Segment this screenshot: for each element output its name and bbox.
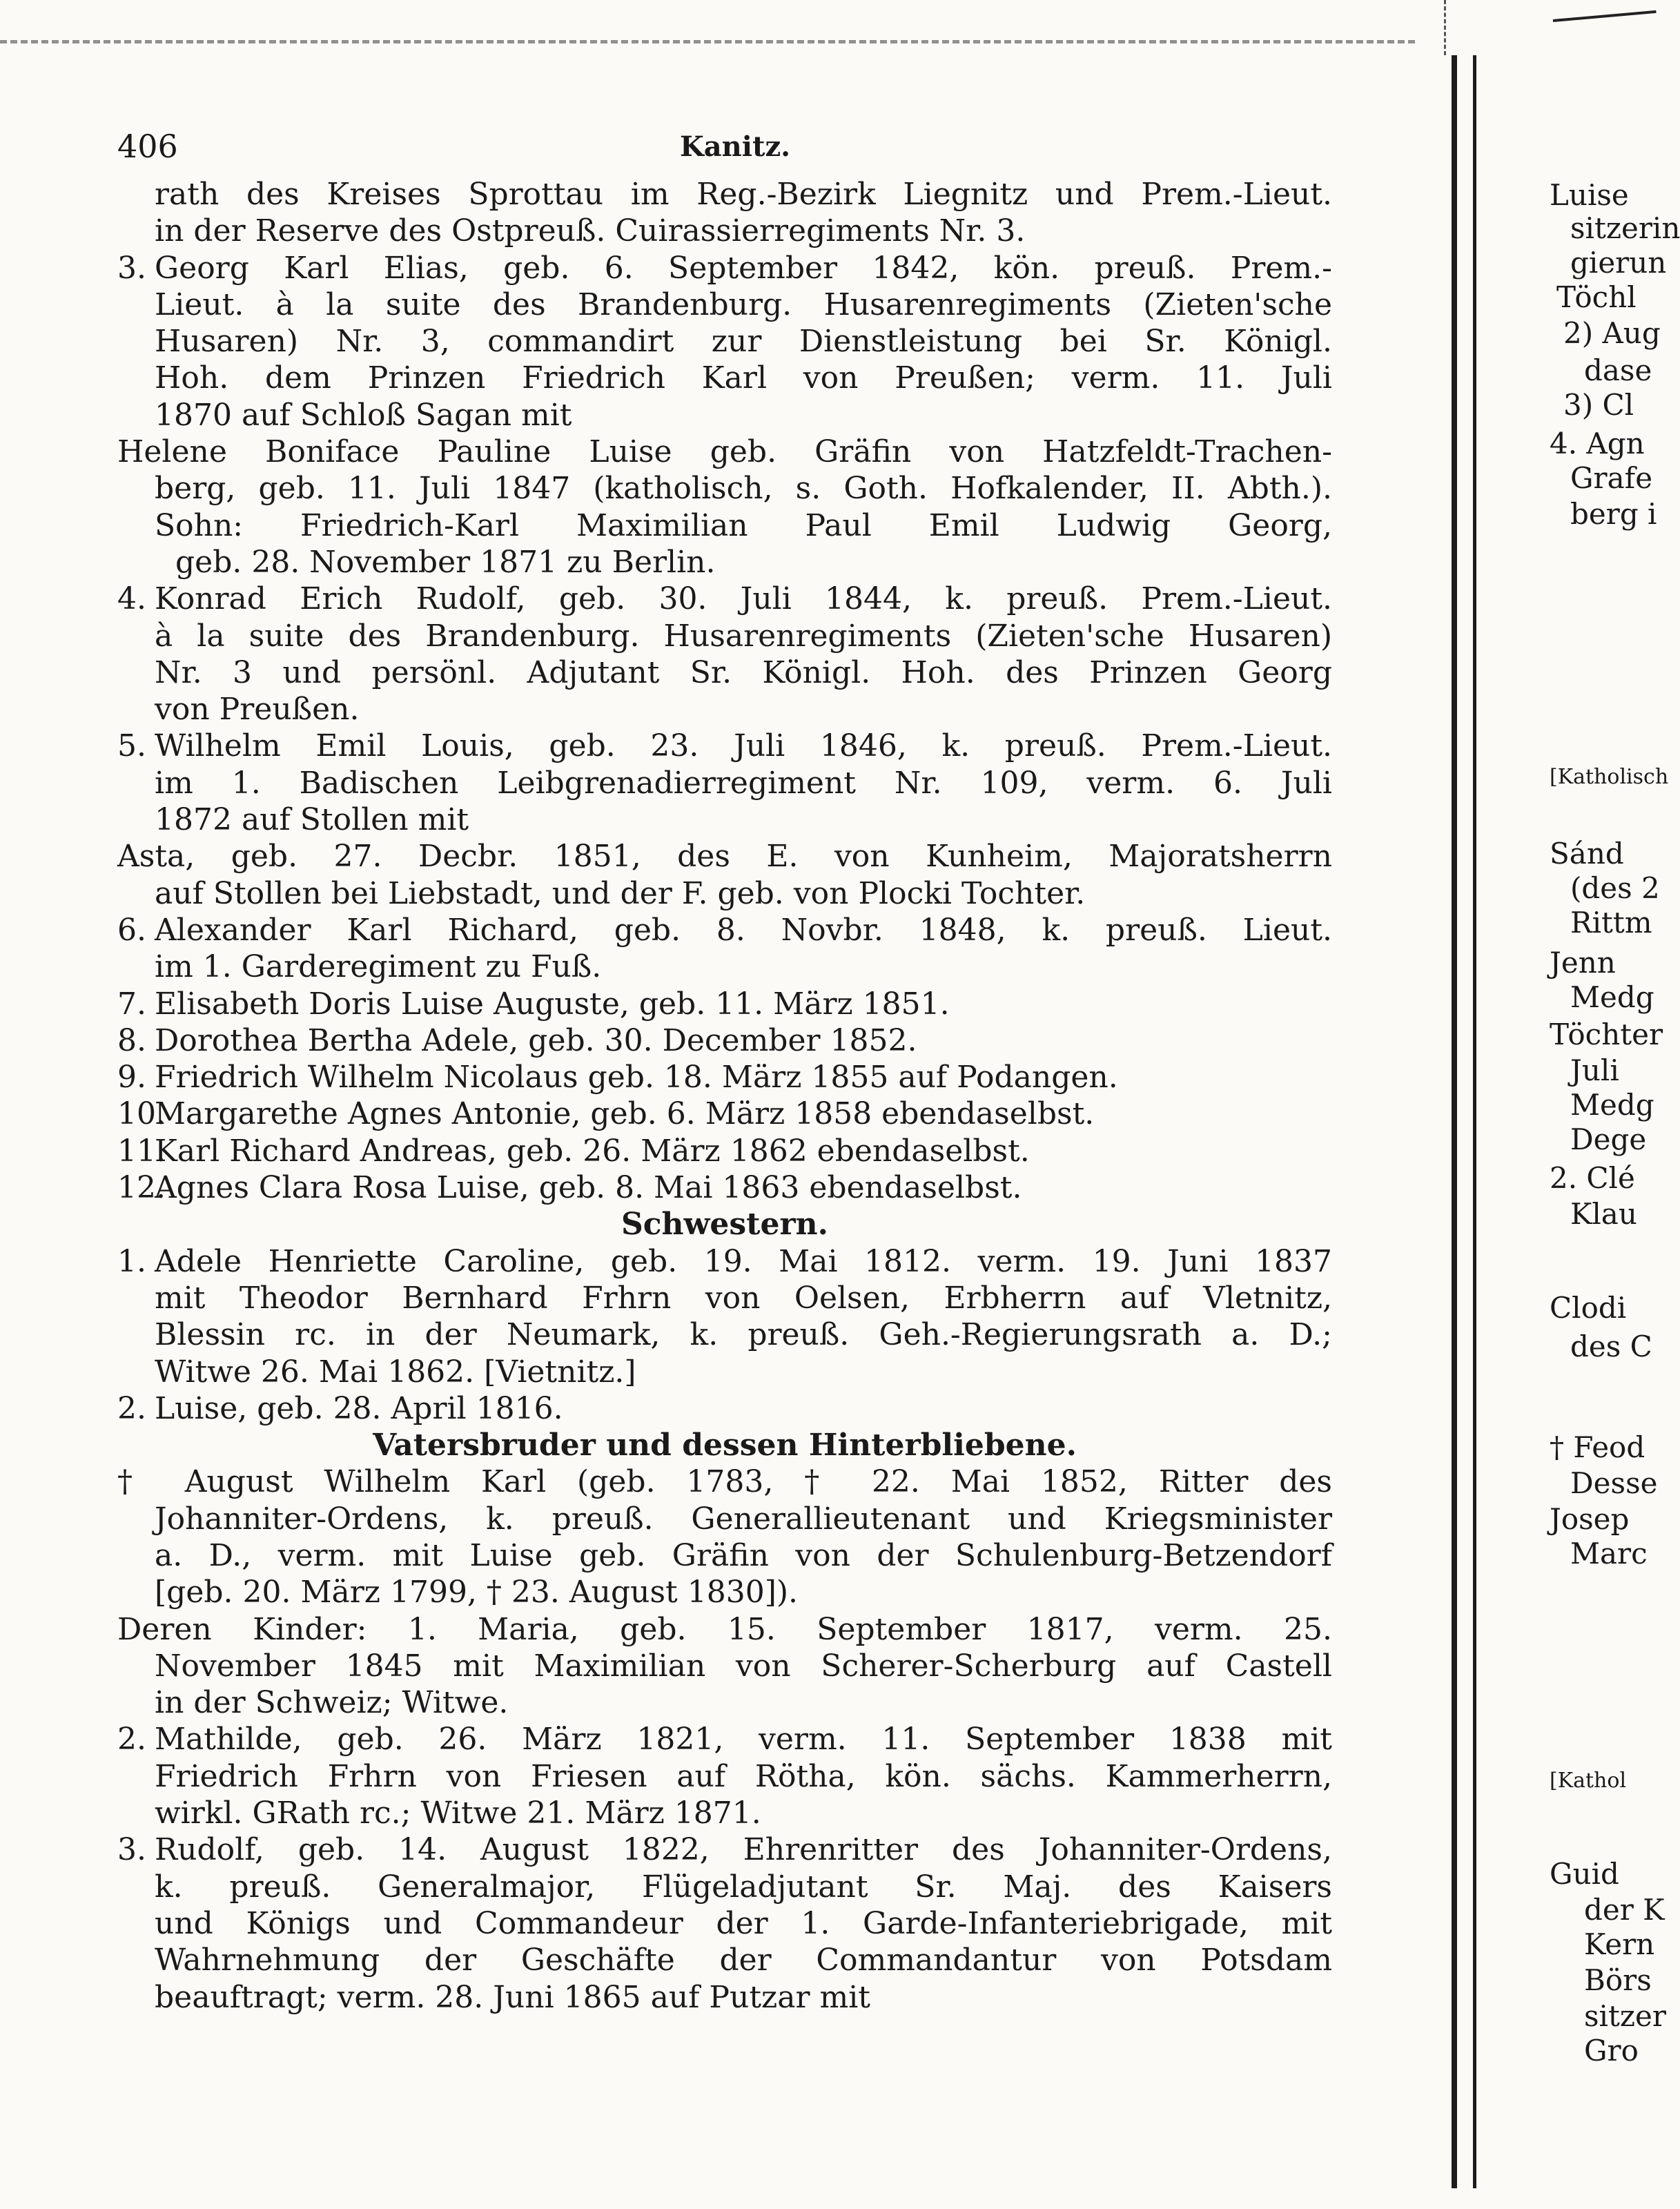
line-text: Blessin rc. in der Neumark, k. preuß. Geh.-Regierungsrath a. D.; bbox=[155, 1317, 1332, 1353]
line-text: Johanniter-Ordens, k. preuß. Generallieutenant und Kriegsminister bbox=[155, 1501, 1332, 1537]
facing-page-fragment-line: Medg bbox=[1570, 980, 1654, 1014]
line-text: Husaren) Nr. 3, commandirt zur Dienstleistung bei Sr. Königl. bbox=[155, 324, 1332, 360]
facing-page-fragment-line: Töchter bbox=[1550, 1018, 1663, 1051]
text-line bbox=[117, 1501, 1332, 1537]
entry-number: 3. bbox=[117, 1832, 146, 1868]
facing-page-fragment-line: Medg bbox=[1570, 1088, 1654, 1122]
line-text: † August Wilhelm Karl (geb. 1783, † 22. Mai 1852, Ritter des bbox=[117, 1464, 1332, 1500]
facing-page-fragment-line: [Kathol bbox=[1550, 1769, 1627, 1793]
text-line bbox=[117, 1133, 1332, 1169]
text-line bbox=[117, 213, 1332, 249]
facing-page-fragment-line: Guid bbox=[1550, 1857, 1619, 1891]
line-text: Konrad Erich Rudolf, geb. 30. Juli 1844, k. preuß. Prem.-Lieut. bbox=[155, 581, 1332, 617]
text-line bbox=[117, 507, 1332, 544]
gutter-rule bbox=[1452, 55, 1457, 2188]
line-text: auf Stollen bei Liebstadt, und der F. geb. von Plocki Tochter. bbox=[155, 875, 1086, 911]
facing-page-fragment-line: Josep bbox=[1550, 1502, 1630, 1536]
entry-number: 3. bbox=[117, 250, 146, 286]
line-text: geb. 28. November 1871 zu Berlin. bbox=[175, 544, 716, 580]
line-text: Wilhelm Emil Louis, geb. 23. Juli 1846, k. preuß. Prem.-Lieut. bbox=[155, 728, 1332, 764]
entry-number: 7. bbox=[117, 986, 146, 1022]
line-text: Wahrnehmung der Geschäfte der Commandantur von Potsdam bbox=[155, 1943, 1332, 1978]
text-line bbox=[117, 1758, 1332, 1795]
line-text: Asta, geb. 27. Decbr. 1851, des E. von Kunheim, Majoratsherrn bbox=[117, 839, 1332, 875]
running-head: Kanitz. bbox=[680, 130, 791, 163]
facing-page-fragment-line: Grafe bbox=[1570, 461, 1653, 495]
facing-page-fragment-line: Gro bbox=[1584, 2034, 1639, 2067]
line-text: Sohn: Friedrich-Karl Maximilian Paul Emil Ludwig Georg, bbox=[155, 507, 1332, 543]
entry-number: 2. bbox=[117, 1722, 146, 1758]
line-text: im 1. Garderegiment zu Fuß. bbox=[155, 949, 602, 985]
page-number: 406 bbox=[117, 128, 178, 165]
entry-number: 4. bbox=[117, 581, 146, 617]
text-line bbox=[117, 654, 1332, 691]
text-line bbox=[117, 397, 1332, 434]
facing-page-fragment-line: Sánd bbox=[1550, 837, 1624, 870]
text-line bbox=[117, 801, 1332, 838]
facing-page-fragment-line: [Katholisch bbox=[1550, 765, 1669, 789]
facing-page-fragment-line: Kern bbox=[1584, 1927, 1655, 1961]
entry-number: 12. bbox=[117, 1170, 166, 1206]
text-line bbox=[117, 1979, 1332, 2016]
text-line bbox=[117, 1390, 1332, 1427]
line-text: Vatersbruder und dessen Hinterbliebene. bbox=[373, 1428, 1077, 1463]
line-text: Alexander Karl Richard, geb. 8. Novbr. 1848, k. preuß. Lieut. bbox=[155, 912, 1332, 948]
text-line bbox=[117, 581, 1332, 617]
line-text: [geb. 20. März 1799, † 23. August 1830]). bbox=[155, 1575, 799, 1610]
line-text: Margarethe Agnes Antonie, geb. 6. März 1858 ebendaselbst. bbox=[155, 1096, 1095, 1132]
facing-page-fragment bbox=[1543, 0, 1680, 2209]
text-line bbox=[117, 176, 1332, 213]
line-text: wirkl. GRath rc.; Witwe 21. März 1871. bbox=[155, 1796, 761, 1831]
facing-page-fragment-line: sitzerin bbox=[1570, 211, 1680, 245]
line-text: Friedrich Wilhelm Nicolaus geb. 18. März 1855 auf Podangen. bbox=[155, 1060, 1118, 1096]
line-text: Elisabeth Doris Luise Auguste, geb. 11. März 1851. bbox=[155, 986, 950, 1022]
entry-number: 10. bbox=[117, 1096, 166, 1132]
text-line bbox=[117, 875, 1332, 912]
line-text: Luise, geb. 28. April 1816. bbox=[155, 1390, 563, 1426]
line-text: a. D., verm. mit Luise geb. Gräfin von der Schulenburg-Betzendorf bbox=[155, 1537, 1332, 1573]
text-line bbox=[117, 1648, 1332, 1684]
facing-page-fragment-line: Juli bbox=[1570, 1053, 1619, 1087]
text-line bbox=[117, 691, 1332, 728]
line-text: Rudolf, geb. 14. August 1822, Ehrenritter des Johanniter-Ordens, bbox=[155, 1832, 1332, 1868]
line-text: Helene Boniface Pauline Luise geb. Gräfin von Hatzfeldt-Trachen- bbox=[117, 434, 1332, 470]
text-line bbox=[117, 1354, 1332, 1390]
entry-number: 1. bbox=[117, 1243, 146, 1279]
text-line bbox=[117, 1905, 1332, 1942]
entry-number: 11. bbox=[117, 1133, 166, 1169]
facing-page-fragment-line: Clodi bbox=[1550, 1291, 1627, 1325]
line-text: berg, geb. 11. Juli 1847 (katholisch, s. Goth. Hofkalender, II. Abth.). bbox=[155, 471, 1332, 507]
facing-page-fragment-line: Luise bbox=[1550, 178, 1629, 212]
entry-number: 5. bbox=[117, 728, 146, 764]
facing-page-fragment-line: Börs bbox=[1584, 1963, 1652, 1997]
facing-page-fragment-line: Marc bbox=[1570, 1537, 1648, 1570]
facing-page-fragment-line: Töchl bbox=[1556, 280, 1637, 314]
facing-page-fragment-line: 2. Clé bbox=[1550, 1161, 1635, 1195]
text-line bbox=[117, 986, 1332, 1022]
line-text: Schwestern. bbox=[621, 1207, 828, 1243]
text-line bbox=[117, 1243, 1332, 1280]
line-text: im 1. Badischen Leibgrenadierregiment Nr. 109, verm. 6. Juli bbox=[155, 765, 1332, 801]
line-text: Georg Karl Elias, geb. 6. September 1842, kön. preuß. Prem.- bbox=[155, 250, 1332, 286]
line-text: à la suite des Brandenburg. Husarenregiments (Zieten'sche Husaren) bbox=[155, 618, 1332, 654]
line-text: Nr. 3 und persönl. Adjutant Sr. Königl. Hoh. des Prinzen Georg bbox=[155, 654, 1332, 690]
facing-page-fragment-line: Desse bbox=[1570, 1466, 1658, 1500]
text-line bbox=[117, 1684, 1332, 1721]
line-text: 1870 auf Schloß Sagan mit bbox=[155, 397, 572, 433]
facing-page-fragment-line: Dege bbox=[1570, 1122, 1647, 1156]
text-line bbox=[117, 1022, 1332, 1059]
facing-page-fragment-line: Klau bbox=[1570, 1197, 1637, 1231]
entry-number: 9. bbox=[117, 1060, 146, 1096]
text-line bbox=[117, 1169, 1332, 1206]
facing-page-fragment-line: berg i bbox=[1570, 497, 1657, 531]
text-line bbox=[117, 286, 1332, 323]
line-text: Hoh. dem Prinzen Friedrich Karl von Preußen; verm. 11. Juli bbox=[155, 360, 1332, 396]
text-line bbox=[117, 1280, 1332, 1316]
line-text: Deren Kinder: 1. Maria, geb. 15. September 1817, verm. 25. bbox=[117, 1611, 1332, 1647]
line-text: Witwe 26. Mai 1862. [Vietnitz.] bbox=[155, 1354, 636, 1390]
page-body bbox=[117, 128, 1332, 2016]
text-line bbox=[117, 948, 1332, 985]
text-line bbox=[117, 470, 1332, 507]
text-line bbox=[117, 1831, 1332, 1868]
text-line bbox=[117, 1096, 1332, 1132]
text-line bbox=[117, 1316, 1332, 1353]
line-text: mit Theodor Bernhard Frhrn von Oelsen, Erbherrn auf Vletnitz, bbox=[155, 1280, 1332, 1316]
facing-page-fragment-line: † Feod bbox=[1550, 1430, 1645, 1464]
section-heading bbox=[117, 1427, 1332, 1463]
line-text: Lieut. à la suite des Brandenburg. Husarenregiments (Zieten'sche bbox=[155, 286, 1332, 322]
text-line bbox=[117, 323, 1332, 360]
entry-number: 6. bbox=[117, 912, 146, 948]
facing-page-fragment-line: 2) Aug bbox=[1563, 316, 1661, 350]
text-line bbox=[117, 544, 1332, 581]
main-text bbox=[117, 176, 1332, 2016]
text-line bbox=[117, 360, 1332, 396]
line-text: Dorothea Bertha Adele, geb. 30. December 1852. bbox=[155, 1022, 917, 1058]
text-line bbox=[117, 1059, 1332, 1096]
line-text: in der Reserve des Ostpreuß. Cuirassierregiments Nr. 3. bbox=[155, 213, 1026, 249]
text-line bbox=[117, 1869, 1332, 1905]
text-line bbox=[117, 1537, 1332, 1574]
line-text: Mathilde, geb. 26. März 1821, verm. 11. September 1838 mit bbox=[155, 1722, 1332, 1758]
facing-page-fragment-line: Rittm bbox=[1570, 906, 1652, 940]
facing-page-fragment-line: dase bbox=[1584, 353, 1652, 387]
line-text: in der Schweiz; Witwe. bbox=[155, 1685, 509, 1721]
line-text: November 1845 mit Maximilian von Scherer-Scherburg auf Castell bbox=[155, 1648, 1332, 1684]
text-line bbox=[117, 728, 1332, 764]
line-text: Friedrich Frhrn von Friesen auf Rötha, kön. sächs. Kammerherrn, bbox=[155, 1758, 1332, 1794]
line-text: 1872 auf Stollen mit bbox=[155, 802, 469, 838]
page-header bbox=[117, 128, 1332, 176]
facing-page-fragment-line: des C bbox=[1570, 1330, 1652, 1363]
facing-page-fragment-line: 3) Cl bbox=[1563, 388, 1634, 422]
line-text: rath des Kreises Sprottau im Reg.-Bezirk Liegnitz und Prem.-Lieut. bbox=[155, 177, 1332, 212]
line-text: Agnes Clara Rosa Luise, geb. 8. Mai 1863 ebendaselbst. bbox=[155, 1170, 1022, 1206]
text-line bbox=[117, 1463, 1332, 1500]
text-line bbox=[117, 434, 1332, 470]
page-top-edge bbox=[0, 40, 1415, 43]
line-text: Karl Richard Andreas, geb. 26. März 1862 ebendaselbst. bbox=[155, 1133, 1030, 1169]
text-line bbox=[117, 838, 1332, 875]
text-line bbox=[117, 1611, 1332, 1648]
line-text: k. preuß. Generalmajor, Flügeladjutant Sr. Maj. des Kaisers bbox=[155, 1869, 1332, 1905]
facing-page-fragment-line: sitzer bbox=[1584, 1999, 1666, 2033]
line-text: von Preußen. bbox=[155, 692, 360, 728]
facing-page-fragment-line: der K bbox=[1584, 1893, 1665, 1927]
text-line bbox=[117, 618, 1332, 654]
text-line bbox=[117, 1574, 1332, 1610]
section-heading bbox=[117, 1206, 1332, 1243]
line-text: und Königs und Commandeur der 1. Garde-Infanteriebrigade, mit bbox=[155, 1905, 1332, 1941]
text-line bbox=[117, 912, 1332, 948]
text-line bbox=[117, 1942, 1332, 1978]
text-line bbox=[117, 1721, 1332, 1758]
facing-page-fragment-line: (des 2 bbox=[1570, 871, 1660, 905]
text-line bbox=[117, 765, 1332, 801]
facing-page-fragment-line: gierun bbox=[1570, 246, 1667, 280]
entry-number: 2. bbox=[117, 1390, 146, 1426]
text-line bbox=[117, 1795, 1332, 1831]
line-text: beauftragt; verm. 28. Juni 1865 auf Putzar mit bbox=[155, 1979, 870, 2015]
gutter-dashed-line bbox=[1444, 0, 1446, 55]
entry-number: 8. bbox=[117, 1022, 146, 1058]
text-line bbox=[117, 250, 1332, 286]
gutter-rule-inner bbox=[1473, 55, 1476, 2188]
facing-page-fragment-line: Jenn bbox=[1550, 946, 1616, 980]
line-text: Adele Henriette Caroline, geb. 19. Mai 1812. verm. 19. Juni 1837 bbox=[155, 1243, 1332, 1279]
facing-page-fragment-line: 4. Agn bbox=[1550, 427, 1645, 460]
